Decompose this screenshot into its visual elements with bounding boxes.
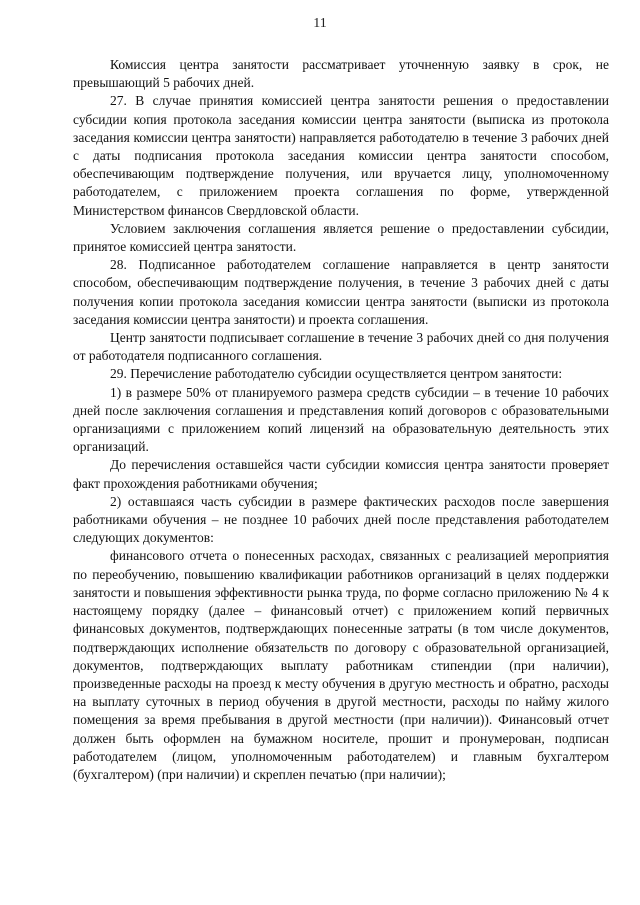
paragraph-subitem-1: 1) в размере 50% от планируемого размера средств субсидии – в течение 10 рабочих дней после заключения соглашения и представления копий договоров с образовательными организациями с приложением копий лицензий на образовательную деятельность этих организаций. <box>73 384 609 455</box>
paragraph-item-29: 29. Перечисление работодателю субсидии осуществляется центром занятости: <box>110 366 563 382</box>
page-number: 11 <box>313 16 327 31</box>
document-body <box>73 56 609 784</box>
paragraph-center-signs: Центр занятости подписывает соглашение в течение 3 рабочих дней со дня получения от работодателя подписанного соглашения. <box>73 330 609 364</box>
paragraph-subitem-2: 2) оставшаяся часть субсидии в размере фактических расходов после завершения работниками обучения – не позднее 10 рабочих дней после представления работодателем следующих документов: <box>73 493 609 546</box>
paragraph-agreement-condition: Условием заключения соглашения является решение о предоставлении субсидии, принятое комиссией центра занятости. <box>73 220 609 255</box>
paragraph-review-term: Комиссия центра занятости рассматривает уточненную заявку в срок, не превышающий 5 рабочих дней. <box>73 57 609 91</box>
paragraph-item-27: 27. В случае принятия комиссией центра занятости решения о предоставлении субсидии копия протокола заседания комиссии центра занятости (выписка из протокола заседания комиссии центра занятости) направляется работодателю в течение 3 рабочих дней с даты подписания протокола заседания комиссии центра занятости способом, обеспечивающим подтверждение получения, или вручается лицу, уполномоченному работодателем, с приложением проекта соглашения по форме, утвержденной Министерством финансов Свердловской области. <box>73 93 609 218</box>
paragraph-item-28: 28. Подписанное работодателем соглашение направляется в центр занятости способом, обеспечивающим подтверждение получения, в течение 3 рабочих дней с даты получения копии протокола заседания комиссии центра занятости (выписки из протокола заседания комиссии центра занятости) и проекта соглашения. <box>73 257 609 327</box>
paragraph-training-check: До перечисления оставшейся части субсидии комиссия центра занятости проверяет факт прохождения работниками обучения; <box>73 457 609 491</box>
paragraph-financial-report: финансового отчета о понесенных расходах, связанных с реализацией мероприятия по переобучению, повышению квалификации работников организаций в целях поддержки занятости и повышения эффективности рынка труда, по форме согласно приложению № 4 к настоящему порядку (далее – финансовый отчет) с приложением копий первичных финансовых документов, подтверждающих понесенные затраты (в том числе документов, подтверждающих исполнение обязательств по договору с образовательной организацией, документов, подтверждающих выплату работникам стипендии (при наличии), произведенные расходы на проезд к месту обучения в другую местность и обратно, расходы на выплату суточных в период обучения в другой местности, расходы по найму жилого помещения за время пребывания в другой местности (при наличии)). Финансовый отчет должен быть оформлен на бумажном носителе, прошит и пронумерован, подписан работодателем (лицом, уполномоченным работодателем) и главным бухгалтером (бухгалтером) (при наличии) и скреплен печатью (при наличии); <box>73 548 609 782</box>
